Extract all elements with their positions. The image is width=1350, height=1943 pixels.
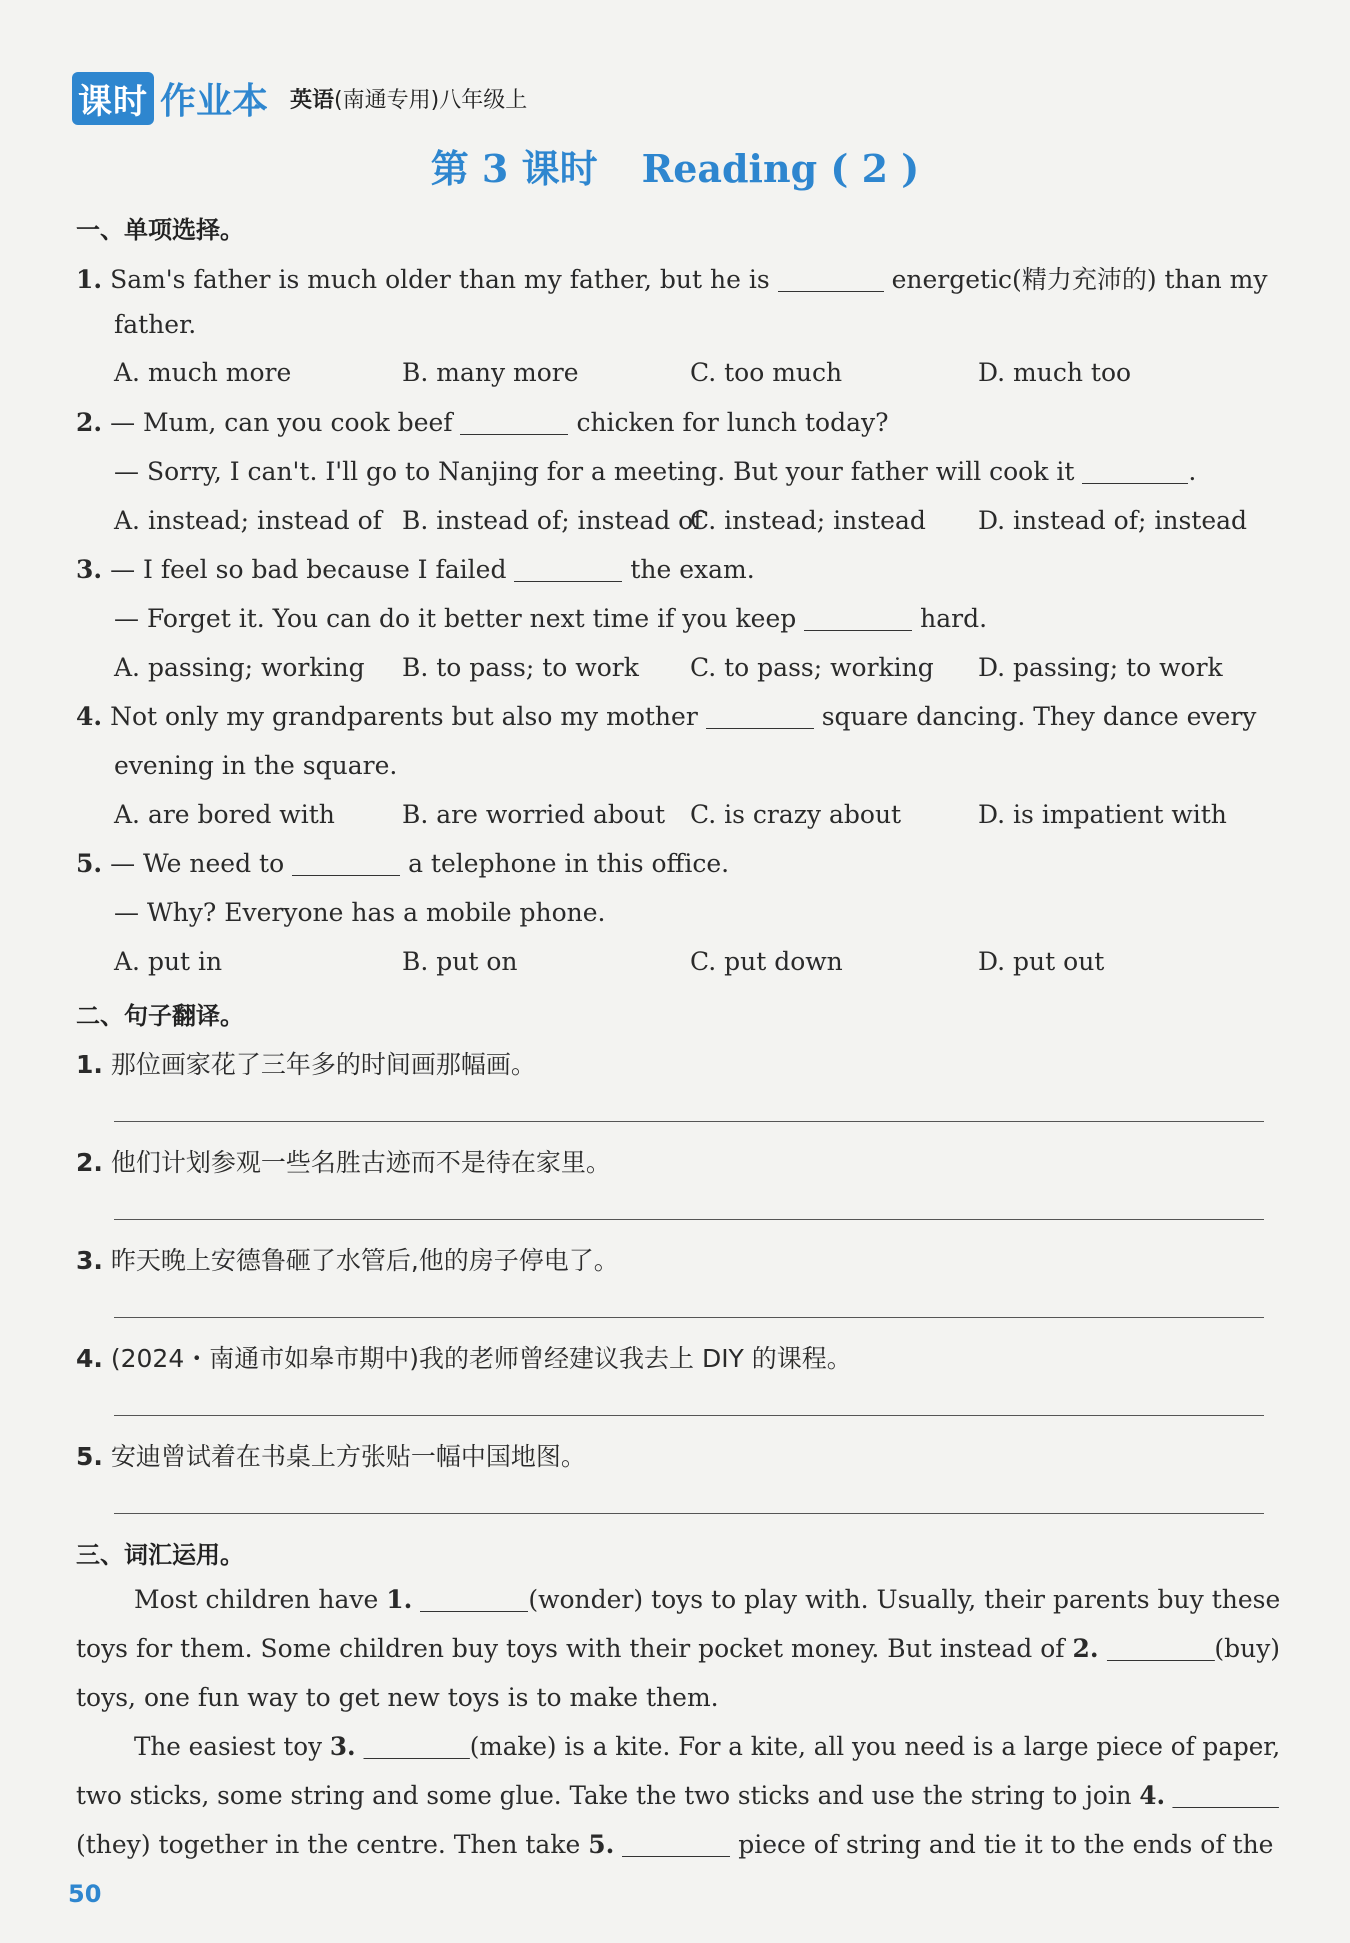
answer-blank[interactable] <box>514 556 622 582</box>
option-d[interactable]: D. put out <box>978 947 1105 976</box>
question-text: — Forget it. You can do it better next time if you keep <box>114 604 797 633</box>
passage-text: (wonder) toys to play with. Usually, their parents buy these <box>528 1585 1281 1614</box>
answer-blank[interactable] <box>1082 458 1188 484</box>
question-text: — I feel so bad because I failed <box>110 555 507 584</box>
question-text: . <box>1188 457 1197 486</box>
translation-item <box>76 1339 852 1375</box>
option-a[interactable]: A. passing; working <box>114 653 365 682</box>
option-c[interactable]: C. is crazy about <box>690 800 902 829</box>
question-number: 2. <box>76 1148 103 1177</box>
option-a[interactable]: A. instead; instead of <box>114 506 382 535</box>
question-number: 1. <box>76 265 103 294</box>
translation-prompt: 昨天晚上安德鲁砸了水管后,他的房子停电了。 <box>110 1246 619 1275</box>
question-text: — We need to <box>110 849 285 878</box>
answer-blank[interactable] <box>420 1586 528 1612</box>
translation-item <box>76 1437 586 1473</box>
option-a[interactable]: A. much more <box>114 358 292 387</box>
answer-blank[interactable] <box>1173 1782 1279 1808</box>
question-text: a telephone in this office. <box>408 849 730 878</box>
blank-number: 2. <box>1072 1634 1099 1663</box>
question-text: — Mum, can you cook beef <box>110 408 453 437</box>
question-line: evening in the square. <box>114 751 398 780</box>
translation-prompt: 那位画家花了三年多的时间画那幅画。 <box>110 1050 536 1079</box>
passage-text: (they) together in the centre. Then take <box>76 1830 581 1859</box>
section-heading-choice: 一、单项选择。 <box>76 216 244 244</box>
passage-line <box>134 1732 1280 1761</box>
lesson-name: Reading ( 2 ) <box>641 146 920 191</box>
answer-blank[interactable] <box>706 703 814 729</box>
answer-line[interactable] <box>114 1317 1264 1318</box>
question-line <box>76 849 729 878</box>
answer-blank[interactable] <box>292 850 400 876</box>
passage-text: Most children have <box>134 1585 379 1614</box>
translation-item <box>76 1241 619 1277</box>
question-text: energetic(精力充沛的) than my <box>891 265 1268 294</box>
blank-number: 5. <box>588 1830 615 1859</box>
question-number: 3. <box>76 1246 103 1275</box>
passage-line <box>76 1634 1280 1663</box>
answer-blank[interactable] <box>460 409 568 435</box>
section-heading-vocabulary: 三、词汇运用。 <box>76 1541 244 1569</box>
passage-text: two sticks, some string and some glue. Take the two sticks and use the string to join <box>76 1781 1132 1810</box>
option-c[interactable]: C. to pass; working <box>690 653 934 682</box>
passage-text: piece of string and tie it to the ends of the <box>738 1830 1274 1859</box>
option-b[interactable]: B. to pass; to work <box>402 653 639 682</box>
option-b[interactable]: B. instead of; instead of <box>402 506 703 535</box>
book-edition: (南通专用)八年级上 <box>334 87 528 113</box>
option-d[interactable]: D. is impatient with <box>978 800 1227 829</box>
header <box>72 74 527 122</box>
question-number: 1. <box>76 1050 103 1079</box>
answer-line[interactable] <box>114 1415 1264 1416</box>
series-logo <box>72 72 268 125</box>
book-title <box>290 83 527 114</box>
question-number: 4. <box>76 1344 103 1373</box>
answer-blank[interactable] <box>622 1831 730 1857</box>
question-text: hard. <box>920 604 988 633</box>
passage-text: (make) is a kite. For a kite, all you need is a large piece of paper, <box>469 1732 1281 1761</box>
option-b[interactable]: B. many more <box>402 358 579 387</box>
question-line <box>76 555 755 584</box>
question-line: — Why? Everyone has a mobile phone. <box>114 898 606 927</box>
question-text: chicken for lunch today? <box>576 408 889 437</box>
blank-number: 1. <box>386 1585 413 1614</box>
option-a[interactable]: A. are bored with <box>114 800 335 829</box>
option-b[interactable]: B. are worried about <box>402 800 666 829</box>
option-a[interactable]: A. put in <box>114 947 223 976</box>
question-line <box>114 604 987 633</box>
blank-number: 4. <box>1139 1781 1166 1810</box>
translation-item <box>76 1045 536 1081</box>
option-d[interactable]: D. much too <box>978 358 1132 387</box>
question-text: the exam. <box>630 555 755 584</box>
answer-line[interactable] <box>114 1513 1264 1514</box>
question-text: Sam's father is much older than my father, but he is <box>110 265 770 294</box>
passage-line: toys, one fun way to get new toys is to make them. <box>76 1683 719 1712</box>
translation-prompt: 安迪曾试着在书桌上方张贴一幅中国地图。 <box>110 1442 586 1471</box>
book-subject: 英语 <box>290 87 335 113</box>
question-number: 4. <box>76 702 103 731</box>
question-line <box>114 457 1196 486</box>
question-number: 3. <box>76 555 103 584</box>
passage-text: toys for them. Some children buy toys with their pocket money. But instead of <box>76 1634 1065 1663</box>
question-text: — Sorry, I can't. I'll go to Nanjing for a meeting. But your father will cook it <box>114 457 1075 486</box>
option-c[interactable]: C. put down <box>690 947 843 976</box>
translation-prompt: (2024・南通市如皋市期中)我的老师曾经建议我去上 DIY 的课程。 <box>110 1344 852 1373</box>
translation-item <box>76 1143 611 1179</box>
answer-line[interactable] <box>114 1219 1264 1220</box>
option-c[interactable]: C. instead; instead <box>690 506 926 535</box>
logo-box: 课时 <box>72 72 154 125</box>
option-b[interactable]: B. put on <box>402 947 518 976</box>
blank-number: 3. <box>329 1732 356 1761</box>
answer-blank[interactable] <box>1106 1635 1214 1661</box>
question-line <box>76 702 1256 731</box>
question-text: Not only my grandparents but also my mother <box>110 702 698 731</box>
page-number: 50 <box>68 1880 102 1908</box>
question-text: square dancing. They dance every <box>821 702 1257 731</box>
question-line: father. <box>114 310 197 339</box>
passage-text: The easiest toy <box>134 1732 323 1761</box>
answer-line[interactable] <box>114 1121 1264 1122</box>
lesson-title <box>0 138 1350 193</box>
passage-line <box>134 1585 1280 1614</box>
passage-line <box>76 1781 1279 1810</box>
answer-blank[interactable] <box>778 266 884 292</box>
option-d[interactable]: D. passing; to work <box>978 653 1223 682</box>
lesson-number: 第 3 课时 <box>430 146 598 191</box>
section-heading-translation: 二、句子翻译。 <box>76 1002 244 1030</box>
question-line <box>76 260 1267 296</box>
question-number: 2. <box>76 408 103 437</box>
passage-text: (buy) <box>1214 1634 1281 1663</box>
answer-blank[interactable] <box>804 605 912 631</box>
question-line <box>76 408 889 437</box>
translation-prompt: 他们计划参观一些名胜古迹而不是待在家里。 <box>110 1148 611 1177</box>
option-d[interactable]: D. instead of; instead <box>978 506 1248 535</box>
option-c[interactable]: C. too much <box>690 358 843 387</box>
answer-blank[interactable] <box>363 1733 469 1759</box>
question-number: 5. <box>76 1442 103 1471</box>
passage-line <box>76 1830 1273 1859</box>
question-number: 5. <box>76 849 103 878</box>
logo-text: 作业本 <box>160 80 269 122</box>
